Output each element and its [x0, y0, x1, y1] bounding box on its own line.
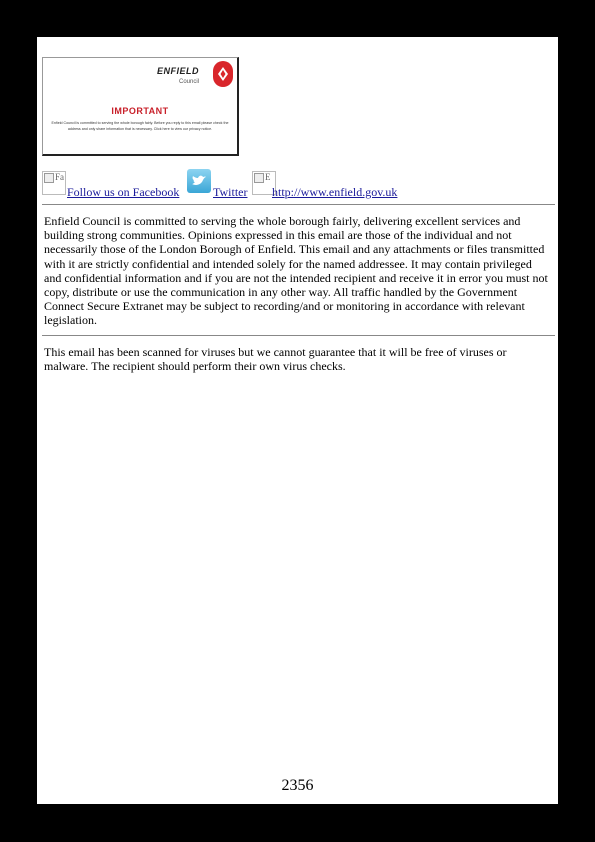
facebook-alt-text: Fa: [55, 172, 64, 182]
divider: [42, 335, 555, 336]
twitter-link[interactable]: Twitter: [213, 185, 248, 199]
important-heading: IMPORTANT: [111, 106, 169, 116]
page-number: 2356: [281, 777, 314, 794]
document-page: [37, 37, 558, 804]
disclaimer-paragraph: Enfield Council is committed to serving the whole borough fairly, delivering excellent services and building strong communities. Opinions expressed in this email are those of the individual and not necessarily those of the London Borough of Enfield. This email and any attachments or files transmitted with it are strictly confidential and intended solely for the named addressee. It may contain privileged and confidential information and if you are not the intended recipient and receive it in error you must not copy, distribute or use the communication in any other way. All traffic handled by the Government Connect Secure Extranet may be subject to recording/and or monitoring in accordance with relevant legislation.: [44, 214, 548, 328]
virus-notice-paragraph: This email has been scanned for viruses but we cannot guarantee that it will be free of viruses or malware. The recipient should perform their own virus checks.: [44, 345, 507, 374]
banner-fine-print: Enfield Council is committed to serving the whole borough fairly. Before you reply to this email please check the address and only share information that is necessary. Click here to view our privacy notice.: [51, 121, 229, 131]
important-notice-banner: [42, 57, 239, 156]
website-alt-text: E: [265, 172, 271, 182]
social-links-row: [42, 171, 542, 201]
facebook-icon[interactable]: [42, 171, 66, 195]
enfield-logo-icon: [213, 61, 233, 87]
enfield-logo-text: ENFIELD: [156, 66, 199, 76]
enfield-logo-subtext: Council: [178, 79, 199, 85]
divider: [42, 204, 555, 205]
facebook-link[interactable]: Follow us on Facebook: [67, 185, 180, 199]
website-link[interactable]: http://www.enfield.gov.uk: [272, 185, 398, 199]
twitter-bird-icon[interactable]: [187, 169, 211, 193]
